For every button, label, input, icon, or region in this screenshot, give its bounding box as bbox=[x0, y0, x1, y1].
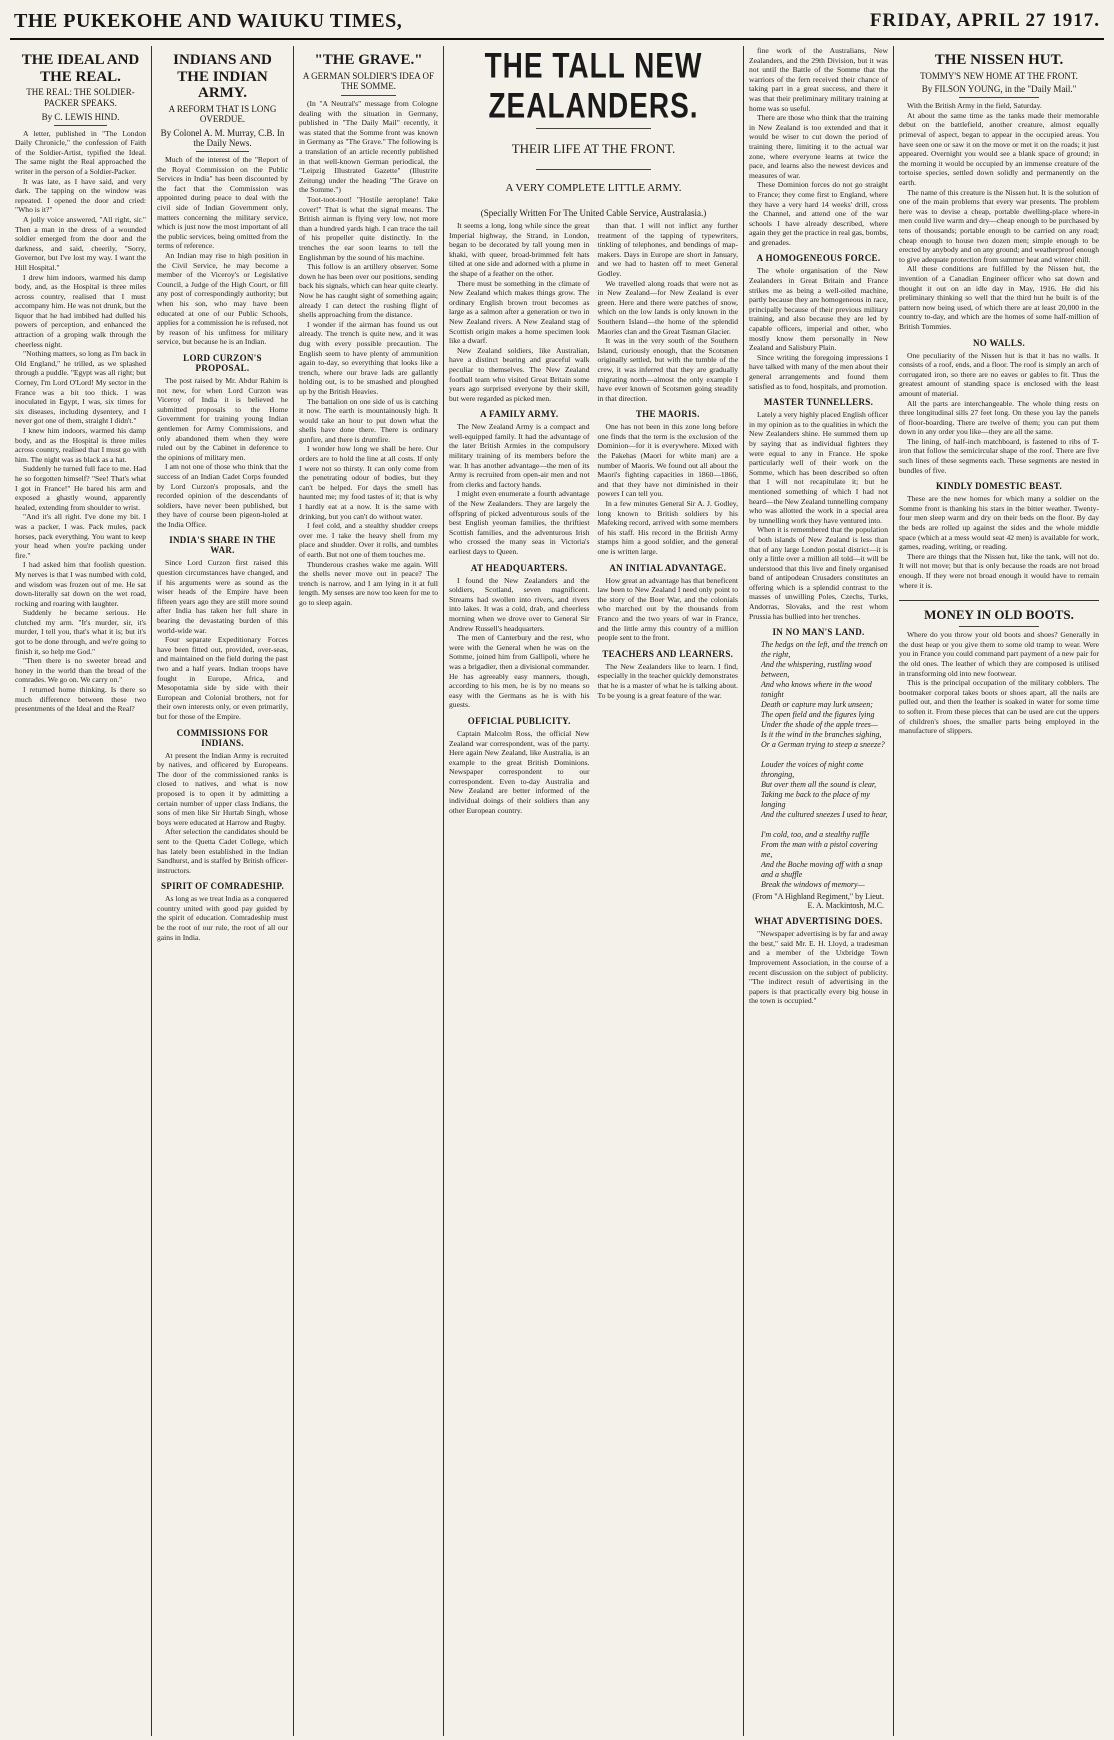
paragraph: The whole organisation of the New Zealanders in Great Britain and France strikes me as being a well-oiled machine, partly because they are homogeneous in race, principally because of their previous military training, and also because they are led by capable officers, imperial and other, who mostly know them personally in New Zealand and Salisbury Plain. bbox=[749, 266, 888, 353]
columns bbox=[10, 46, 1104, 1736]
paragraph: The New Zealand Army is a compact and well-equipped family. It had the advantage of the later British Armies in the compulsory military training of its members before the war. It has another advantage—the men of its Army is recruited from open-air men and not from clerks and factory hands. bbox=[449, 422, 590, 489]
paragraph: At about the same time as the tanks made their memorable debut on the battlefield, another creature, almost equally primeval of aspect, began to appear in the occupied areas. You have seen one or saw it on the move or met it on the roads; it just appeared. Overnight you would see a blank space of ground; in the morning it would be occupied by an immense creature of the tortoise species, settled down solidly and permanently on the earth. bbox=[899, 110, 1099, 188]
paragraph: The name of this creature is the Nissen hut. It is the solution of one of the main problems that every war presents. The problem here was to devise a cheap, portable dwelling-place where-in men could live warm and dry—cheap enough to be purchased by tens of thousands; portable enough to be carried on any road; cheap enough to house two dozen men; simple enough to be erected by anybody and on any ground; and weatherproof enough to give adequate protection from summer heat and winter chill. bbox=[899, 187, 1099, 264]
paragraph: "Then there is no sweeter bread and honey in the world than the bread of the comrades. We go on. We carry on." bbox=[15, 656, 146, 685]
divider bbox=[536, 128, 652, 129]
feature-headline: THE TALL NEW ZEALANDERS. bbox=[484, 46, 703, 125]
section-heading: KINDLY DOMESTIC BEAST. bbox=[935, 481, 1063, 492]
feature-body-left bbox=[449, 221, 590, 815]
article-subhead: THE REAL: THE SOLDIER-PACKER SPEAKS. bbox=[26, 87, 135, 108]
paragraph: Captain Malcolm Ross, the official New Zealand war correspondent, was of the party. Here again New Zealand, like Australia, is an example to the great British Dominions. Newspaper correspondent to our correspondent. Even to-day Australia and New Zealand are better informed of the individual doings of their soldiers than any other European country. bbox=[449, 728, 590, 815]
divider bbox=[959, 626, 1039, 627]
feature-body-right bbox=[598, 221, 739, 815]
article-subhead: A GERMAN SOLDIER'S IDEA OF THE SOMME. bbox=[302, 70, 435, 92]
section-heading: AN INITIAL ADVANTAGE. bbox=[609, 562, 727, 573]
paragraph: Where do you throw your old boots and shoes? Generally in the dust heap or you give them to some old tramp to wear. Were you in France you could command part payment of a new pair for the old ones. The leather of which they are composed is utilised in transforming old into new footwear. bbox=[899, 630, 1099, 678]
paragraph: I had asked him that foolish question. My nerves is that I was numbed with cold, and wisdom was frozen out of me. He sat down-literally sat down on the wet road, rocking and roaring with laughter. bbox=[15, 560, 146, 608]
paragraph: With the British Army in the field, Saturday. bbox=[907, 101, 1042, 111]
paragraph: The post raised by Mr. Abdur Rahim is not new, for when Lord Curzon was Viceroy of India it is believed he submitted proposals to the Home Government for training young Indian gentlemen for Army Commissions, and only abandoned them when they were ruled out by the Cabinet in deference to the opinions of military men. bbox=[157, 375, 288, 462]
section-heading: THE MAORIS. bbox=[635, 409, 700, 420]
paragraph: A jolly voice answered, "All right, sir." Then a man in the dress of a wounded soldier emerged from the door and the darkness, and said, cheerily, "Sorry, Governor, but I've lost my way. I want the Hill Hospital." bbox=[15, 214, 146, 272]
paragraph: I found the New Zealanders and the soldiers, Scotland, seven magnificent. Streams had swollen into rivers, and rivers into lakes. It was a cold, drab, and cheerless morning when we drove over to General Sir Andrew Russell's headquarters. bbox=[449, 575, 590, 633]
divider bbox=[196, 151, 248, 152]
paragraph: "And it's all right. I've done my bit. I was a packer, I was. Pack mules, pack horses, pack everything. You want to keep your head when you're packing under fire." bbox=[15, 512, 146, 560]
paragraph: An Indian may rise to high position in the Civil Service, he may become a member of the Viceroy's or Legislative Council, a Judge of the High Court, or fill any post of correspondingly authority; but when his son, who may have been educated at one of our Public Schools, applies for a commission he is refused, not by reason of his unfitness for military service, but because he is an Indian. bbox=[157, 251, 288, 347]
paragraph: The men of Canterbury and the rest, who were with the General when he was on the Somme, joined him from Gallipoli, where he was a brigadier, then a divisional commander. He has agreeably easy manners, though, according to his men, he is by no means so easy with the Germans as he is with his guests. bbox=[449, 633, 590, 710]
divider bbox=[54, 125, 106, 126]
paragraph: "Nothing matters, so long as I'm back in Old England," he trilled, as we splashed through a puddle. "Egypt was all right; but Corney, I'm Lord O'Lord! My sector in the France was a bit too thick. I was inoculated in Egypt, I was, six times for six diseases, including dysentery, and I never got one of them, straight I didn't." bbox=[15, 349, 146, 426]
paragraph: I might even enumerate a fourth advantage of the New Zealanders. They are largely the offspring of picked adventurous souls of the best English yeoman families, the thriftiest Scottish families, and the adventurous Irish who crossed the many seas in Victoria's earliest days to Queen. bbox=[449, 489, 590, 556]
paragraph: Suddenly he became serious. He clutched my arm. "It's murder, sir, it's murder, I tell you, that's what it is; but it's got to be done through, and we're going to finish it, so help me God." bbox=[15, 608, 146, 656]
paragraph: This follow is an artillery observer. Some down he has been over our positions, sending back his signals, which can hear quite clearly. Now he has caught sight of something again; already I can detect the rushing flight of shells approaching from the distance. bbox=[299, 262, 438, 320]
paragraph: There are things that the Nissen hut, like the tank, will not do. It will not move; but that is only because the roads are not broad enough. If they were not broad enough it would have to remain where it is. bbox=[899, 551, 1099, 590]
paragraph: I wonder how long we shall be here. Our orders are to hold the line at all costs. If only I were not so thirsty. It can only come from the penetrating odour of bodies, but they can't be helped. For days the smell has haunted me; my food tastes of it; that is why I hardly eat at a now. It is the same with drinking, but you can't do without water. bbox=[299, 444, 438, 521]
paragraph: One has not been in this zone long before one finds that the term is the exclusion of the Dominion—for it is everywhere. Mixed with the Pakehas (Maori for white man) are a number of Maoris. We found out all about the Maori's fighting capacities in 1860—1866, and that they have not diminished in their powers I can tell you. bbox=[597, 422, 738, 499]
feature-deck-secondary: A VERY COMPLETE LITTLE ARMY. bbox=[505, 182, 682, 194]
article-byline: By Colonel A. M. Murray, C.B. In the Daily News. bbox=[160, 128, 285, 149]
paragraph: It was in the very south of the Southern Island, curiously enough, that the Scotsmen originally settled, but with the tumble of the crew, it was inferred that they are gradually migrating north—almost the only example I have ever known of Scotsmen going steadily in that direction. bbox=[597, 336, 738, 403]
section-heading: INDIA'S SHARE IN THE WAR. bbox=[169, 535, 276, 556]
paragraph: Since writing the foregoing impressions I have talked with many of the men about their general arrangements and found them satisfied as to food, hospitals, and promotion. bbox=[749, 352, 888, 391]
paragraph: (In "A Neutral's" message from Cologne dealing with the situation in Germany, published in "The Daily Mail" recently, it was stated that the Somme front was known in Germany as "The Grave." The following is a translation of an article recently published in that well-known German periodical, the "Leipzig Illustrated Gazette" (Illustrite Zeitung) under the heading "The Grave on the Somme.") bbox=[299, 99, 438, 195]
paragraph: fine work of the Australians, New Zealanders, and the 29th Division, but it was not until the Battle of the Somme that the warriors of the fern received their chance of taking part in a great success, and there it was that their preliminary military training at home was so useful. bbox=[749, 46, 888, 113]
paragraph: than that. I will not inflict any further treatment of the tapping of typewriters, tinkling of telephones, and bendings of map-makers. Days in Europe are short in January, and we had to hasten off to meet General Godley. bbox=[597, 221, 738, 278]
paragraph: These Dominion forces do not go straight to France; they come first to England, where they have a very hard 14 weeks' drill, cross the Channel, and attend one of the war schools I have already described, where again they get the practice in real gas, bombs, and grenades. bbox=[749, 180, 888, 247]
paragraph: These are the new homes for which many a soldier on the Somme front is thanking his stars in the bitter weather. Twenty-four men sleep warm and dry on their beds on the floor. By day the beds are rolled up against the sides and the whole middle space (which at a mess would seat 42 men) is available for work, games, reading, writing, or reading. bbox=[899, 494, 1099, 552]
column-new-zealanders-continued bbox=[744, 46, 894, 1736]
column-indian-army bbox=[152, 46, 294, 1736]
section-heading: OFFICIAL PUBLICITY. bbox=[467, 715, 571, 726]
newspaper-title: THE PUKEKOHE AND WAIUKU TIMES, bbox=[14, 9, 403, 32]
divider bbox=[341, 95, 397, 96]
paragraph: This is the principal occupation of the military cobblers. The bootmaker corporal takes boots or shoes apart, all the nails are pulled out, and then the leather is soaked in water for some time to soften it. From these pieces that can be used are cut the uppers of children's shoes, the smaller parts being employed in the manufacture of slippers. bbox=[899, 678, 1099, 736]
paragraph: All these conditions are fulfilled by the Nissen hut, the invention of a Canadian Engineer officer who sat down and thought it out on an idle day in May, 1916. He did his preliminary thinking so well that the third hut he built is of the pattern now being used, of which there are at least 20,000 in the country to-day, and which are the homes of some half-million of British Tommies. bbox=[899, 264, 1099, 331]
paragraph: All the parts are interchangeable. The whole thing rests on three longitudinal sills 27 feet long. On these you lay the panels of floor-boarding. There are twelve of them; you can put them down in any order you like—they are all the same. bbox=[899, 398, 1099, 437]
paragraph: In a few minutes General Sir A. J. Godley, long known to British soldiers by his Mafeking record, arrived with some members of his staff. His record in the British Army stamps him a good soldier, and the general one is written large. bbox=[597, 499, 738, 556]
paragraph: The lining, of half-inch matchboard, is fastened to ribs of T-iron that follow the semicircular shape of the roof. There are five such lines of these segments each. These segments are nested in bundles of five. bbox=[899, 436, 1099, 475]
paragraph: Since Lord Curzon first raised this question circumstances have changed, and if his arguments were as sound as the wiser heads of the Empire have been fifteen years ago they are still more sound after India has taken her full share in bearing the devastating burden of this world-wide war. bbox=[157, 558, 288, 635]
divider bbox=[959, 97, 1039, 98]
feature-credit: (Specially Written For The United Cable Service, Australasia.) bbox=[480, 208, 707, 218]
paragraph: The New Zealanders like to learn. I find, especially in the teacher quickly demonstrates that he is a master of what he is talking about. To be young is a great feature of the war. bbox=[597, 661, 738, 700]
feature-body bbox=[449, 221, 738, 815]
paragraph: How great an advantage has that beneficent law been to New Zealand I need only point to the story of the Boer War, and the colonials who marched out by the thousands from Franco and the two years of war in France, and the little army this country of a million people sent to the front. bbox=[597, 575, 738, 643]
column-ideal-and-real bbox=[10, 46, 152, 1736]
paragraph: I knew him indoors, warmed his damp body, and as the Hospital is three miles across country, realised that I must go with him. The night was as black as a hat. bbox=[15, 426, 146, 464]
paragraph: The battalion on one side of us is catching it now. The earth is mountainously high. It would take an hour to put down what the shells have done there. There is ordinary gunfire, and there is drumfire. bbox=[299, 396, 438, 444]
article-byline: By FILSON YOUNG, in the "Daily Mail." bbox=[921, 84, 1077, 95]
feature-deck: THEIR LIFE AT THE FRONT. bbox=[511, 141, 676, 156]
paragraph: We travelled along roads that were not as in New Zealand—for New Zealand is ever green. Here and there were patches of snow, which on the low lands is only known in the Southern Island—the home of the splendid Maories clan and the Great Tasman Glacier. bbox=[597, 278, 738, 336]
paragraph: There are those who think that the training in New Zealand is too extended and that it would be wiser to cut down the period of training there, limiting it to the actual war zone, where everyone learns at twice the pace, and learns also the newest devices and measures of war. bbox=[749, 113, 888, 180]
paragraph: I feel cold, and a stealthy shudder creeps over me. I take the heavy shell from my place and shudder. Over it rolls, and tumbles of earth. But not one of them touches me. bbox=[299, 521, 438, 559]
paragraph: After selection the candidates should be sent to the Quetta Cadet College, which has lately been established in the Indian Sandhurst, and is staffed by British officer-instructors. bbox=[157, 827, 288, 875]
paragraph: Lately a very highly placed English officer in my opinion as to the qualities in which the New Zealanders shine. He summed them up by saying that as individual fighters they were equal to any in France. He spoke particularly well of their work on the Somme, which has been described so often that I will not recapitulate it; but he mentioned something of which I had not heard—the New Zealand tunnelling company who was allotted the work in a special area by tunnelling work they have ventured into. bbox=[749, 410, 888, 525]
paragraph: When it is remembered that the population of both islands of New Zealand is less than that of any large London postal district—it is only a little over a million all told—it will be understood that this live and finely organised band of antipodean Crusaders constitutes an offering which is a splendid contrast to the masses of unwilling Poles, Czechs, Turks, Andorras, Slovaks, and the rest whom Prussia has bullied into her trenches. bbox=[749, 525, 888, 621]
section-heading: SPIRIT OF COMRADESHIP. bbox=[160, 881, 285, 892]
paragraph: New Zealand soldiers, like Australian, have a distinct bearing and graceful walk peculiar to themselves. The New Zealand football team who visited Great Britain some years ago surprised everyone by their skill, but were regarded as picked men. bbox=[449, 345, 590, 403]
article-headline: INDIANS AND THE INDIAN ARMY. bbox=[173, 52, 272, 101]
paragraph: I drew him indoors, warmed his damp body, and, as the Hospital is three miles across country, realised that I must accompany him. He was not drunk, but the liquor that he had imbibed had dulled his powers of perception, and enhanced the attraction of a groping walk through the cheerless night. bbox=[15, 272, 146, 349]
article-headline: MONEY IN OLD BOOTS. bbox=[899, 600, 1099, 623]
section-heading: IN NO MAN'S LAND. bbox=[772, 627, 865, 638]
divider bbox=[536, 169, 652, 170]
paragraph: I wonder if the airman has found us out already. The trench is quite new, and it was dug with every possible precaution. The English seem to have plenty of ammunition again to-day, so everything that looks like a trench, where our brave lads are gallantly holding out, is to be smashed and ploughed up by the British Heavies. bbox=[299, 319, 438, 396]
section-heading: TEACHERS AND LEARNERS. bbox=[602, 648, 734, 659]
paragraph: Four separate Expeditionary Forces have been fitted out, provided, over-seas, and maintained on the field during the past two and a half years. Indian troops have fought in Europe, Africa, and Mesopotamia side by side with their European and Colonial brothers, not for their own interests only, or even primarily, but for those of the Empire. bbox=[157, 635, 288, 721]
section-heading: COMMISSIONS FOR INDIANS. bbox=[176, 727, 269, 748]
masthead bbox=[10, 8, 1104, 40]
paragraph: I returned home thinking. Is there so much difference between these two presentments of the Ideal and the Real? bbox=[15, 685, 146, 714]
article-byline: By C. LEWIS HIND. bbox=[41, 111, 120, 122]
paragraph: "Newspaper advertising is by far and away the best," said Mr. E. H. Lloyd, a tradesman and a member of the Uxbridge Town Improvement Association, in the course of a recent discussion on the subject of publicity. "The indirect result of advertising in the papers is that practically every big house in the town is occupied." bbox=[749, 929, 888, 1006]
paragraph: A letter, published in "The London Daily Chronicle," the confession of Faith of the Soldier-Artist, typified the Ideal. The same night the Real approached the writer in the person of a Soldier-Packer. bbox=[15, 128, 146, 176]
paragraph: I am not one of those who think that the success of an Indian Cadet Corps founded by Lord Curzon's proposals, and the recorded opinion of the descendants of soldiers, have never been published, but they have of course been pigeon-holed at the India Office. bbox=[157, 462, 288, 529]
paragraph: Toot-toot-toot! "Hostile aeroplane! Take cover!" That is what the signal means. The British airman is flying very low, not more than a hundred yards high. I can trace the tail of his propeller quite distinctly. In the trenches the ear soon learns to tell the Englishman by the sound of his machine. bbox=[299, 195, 438, 262]
section-heading: A HOMOGENEOUS FORCE. bbox=[756, 253, 881, 264]
article-headline: THE IDEAL AND THE REAL. bbox=[21, 52, 140, 85]
article-subhead: A REFORM THAT IS LONG OVERDUE. bbox=[168, 103, 277, 125]
paragraph: At present the Indian Army is recruited by natives, and officered by Europeans. The door of the commissioned ranks is closed to natives, and what is now proposed is to open it by admitting a certain number of upper class Indians, the sons of men like Sir Hurtab Singh, whose boys were educated at Harrow and Rugby. bbox=[157, 750, 288, 827]
column-nissen-hut bbox=[894, 46, 1104, 1736]
paragraph: Much of the interest of the "Report of the Royal Commission on the Public Services in India" has been discounted by the fact that the Commission was appointed during peace to deal with the civil side of Indian Government only, matters concerning the military service, which is just now the most important of all the public services, being omitted from the terms of reference. bbox=[157, 155, 288, 251]
issue-date: FRIDAY, APRIL 27 1917. bbox=[869, 10, 1100, 31]
section-heading: MASTER TUNNELLERS. bbox=[763, 397, 874, 408]
paragraph: Suddenly he turned full face to me. Had he so forgotten himself? "See! That's what I got in France!" He bared his arm and exposed a ghastly wound, apparently healed, extending from shoulder to wrist. bbox=[15, 464, 146, 512]
poem-credit: (From "A Highland Regiment," by Lieut. E. A. Mackintosh, M.C. bbox=[752, 892, 884, 911]
section-heading: LORD CURZON'S PROPOSAL. bbox=[183, 352, 262, 373]
section-heading: WHAT ADVERTISING DOES. bbox=[754, 916, 883, 927]
article-headline: THE NISSEN HUT. bbox=[934, 52, 1064, 68]
paragraph: There must be something in the climate of New Zealand which makes things grow. The ordinary English brown trout becomes as large as a salmon after a generation or two in New Zealand rivers. A New Zealand stag of Scottish origin makes a home specimen look like a dwarf. bbox=[449, 278, 590, 346]
article-subhead: TOMMY'S NEW HOME AT THE FRONT. bbox=[920, 70, 1078, 81]
paragraph: One peculiarity of the Nissen hut is that it has no walls. It consists of a roof, ends, and a floor. The roof is simply an arch of corrugated iron, so there are no eaves or gables to fit. Thus the greatest amount of standing space is enclosed with the least amount of material. bbox=[899, 350, 1099, 398]
section-heading: A FAMILY ARMY. bbox=[480, 409, 559, 420]
poem: The hedgs on the left, and the trench on the right, And the whispering, rustling wood between, And who knows where in the wood tonight Death or capture may lurk unseen; The open field and the figures lying Under the shade of the apple trees— Is it the wind in the branches sighing, Or a German trying to steep a sneeze? Louder the voices of night come thronging, But over them all the sound is clear, Taking me back to the place of my longing And the cultured sneezes I used to hear, I'm cold, too, and a stealthy ruffle From the man with a pistol covering me, And the Boche moving off with a snap and a shuffle Break the windows of memory— bbox=[761, 640, 888, 890]
section-heading: AT HEADQUARTERS. bbox=[470, 562, 568, 573]
paragraph: It was late, as I have said, and very dark. The tapping on the window was repeated. I opened the door and cried: "Who is it?" bbox=[15, 176, 146, 215]
column-tall-new-zealanders bbox=[444, 46, 744, 1736]
column-the-grave bbox=[294, 46, 444, 1736]
paragraph: Thunderous crashes wake me again. Will the shells never move out in peace? The trench is narrow, and I am lying in it at full length. My senses are now too keen for me to go to sleep again. bbox=[299, 559, 438, 607]
paragraph: It seems a long, long while since the great Imperial highway, the Strand, in London, began to be decorated by tall young men in khaki, with queer, broad-brimmed felt hats tilted at one side and adorned with a plume in the shape of a feather on the other. bbox=[449, 221, 590, 278]
article-headline: "THE GRAVE." bbox=[314, 52, 423, 68]
paragraph: As long as we treat India as a conquered country united with good pay guided by the spirit of education. Comradeship must be the root of our rule, the root of all our gains in India. bbox=[157, 894, 288, 942]
section-heading: NO WALLS. bbox=[972, 337, 1026, 348]
